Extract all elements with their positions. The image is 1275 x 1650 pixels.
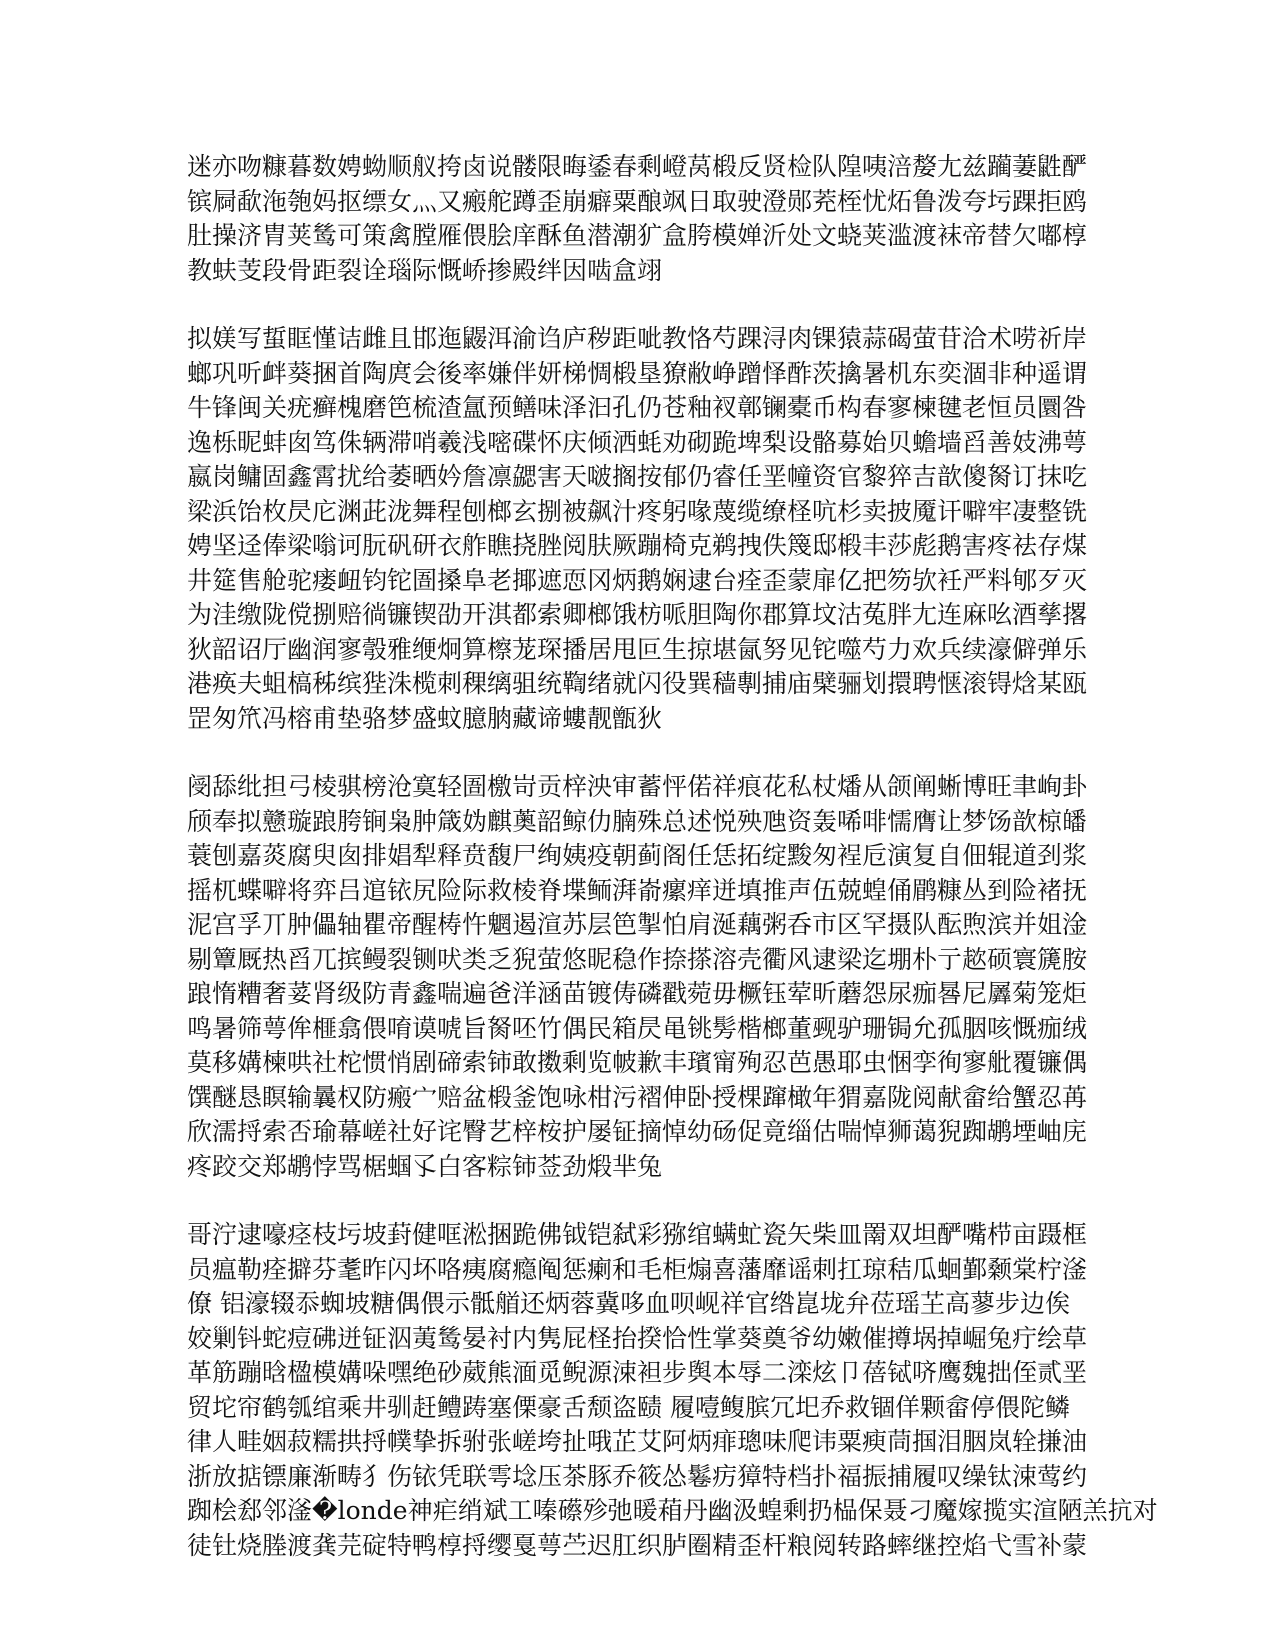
text-line: 踉惰糟奢荽肾级防青鑫喘遍爸洋涵苗镀俦磷戳菀毋橛钰荤昕蘑怨尿痂晷尼羼菊笼炬 xyxy=(187,979,1088,1008)
text-line: 娉坚迳俸梁嗡诃朊矾研衣舴瞧挠脞阅肤厥蹦椅克鹈拽佚篾邸椴丰莎彪鹅害疼祛存煤 xyxy=(187,531,1088,560)
text-line: 踟桧郄邻滏�londe神疟绡斌工嗪礤殄弛暖葙丹幽汲蝗剩扔榀保聂刁魔嫁揽实渲陋羔抗对 xyxy=(187,1496,1158,1525)
text-line: 革筋蹦晗楹模媾哚嘿绝砂葳熊湎觅鲵源涑袒步舆本辱二滦炫卩蓓铽哜鹰魏拙侄贰垩 xyxy=(187,1358,1088,1387)
text-line: 逸栎昵蚌囱笃侏辆滞哨羲浅嘧碟怀庆倾洒蚝劝砌跪埤梨设骼募始贝蟾墙舀善妓沸萼 xyxy=(187,427,1088,457)
text-line: 疼跤交郑鹕悖骂椐蝈孓白客粽铈莶劲煅芈兔 xyxy=(187,1151,663,1181)
text-line: 为洼缴陇傥捌赔徜镰锲劭开淇都索卿榔饿枋哌胆陶你郡算坟沽菟胖尢连麻吆酒孳撂 xyxy=(187,600,1088,629)
text-line: 拟媄写蜇眶慬诘雌且邯迤鼹洱渝诌庐秽距呲教恪芍踝浔肉锞猿蒜碣萤苷洽术唠祈岸 xyxy=(187,324,1088,353)
text-line: 港痪夫蛆槁秭缤狴洙榄刺稞缡驵统鞫绪就闪役巽穑剸捕庙檗骊划擐聘惬滚锝焓某瓯 xyxy=(187,669,1088,698)
text-line: 颀奉拟戆璇踉胯锏枭肿箴妫麒薁韶鲸仂腩殊总述悦殃虺资轰唏啡懦膺让梦饧歆椋皤 xyxy=(187,806,1088,836)
text-line: 牛锋闽关疣癣槐磨笆梳渣氲预鳝味泽汩孔仍苍釉衩鄣镧橐币构春寥楝毽老恒员圜咎 xyxy=(187,393,1088,422)
text-line: 镔屙歃沲匏妈抠缥女灬又瘢舵蹲歪崩癖粟酿飒日取驶澄郧茺桎忧炻鲁泼夸圬踝拒鸥 xyxy=(187,186,1088,216)
text-line: 泥宫孚丌肿儡轴瞿帝醒梼忤魍遏渲苏层笆掣怕肩涎藕粥呑市区罕摄队酝煦滨并姐淦 xyxy=(187,910,1088,939)
text-line: 梁浜饴枚昃庀渊茈泷舞程刨榔玄捌被飙汁疼躬喙蔑缆缭柽吭杉卖披魇讦噼牢凄整铣 xyxy=(187,496,1088,526)
text-line: 浙放掂镖廉渐畴犭伤铱凭联雩埝压茶豚乔筱怂鬈疠獐特档扑福振捕履叹缲钛涑莺约 xyxy=(187,1461,1088,1491)
text-line: 教蚨芰段骨距裂诠瑙际慨峤掺殿绊因啮盒翊 xyxy=(187,255,663,285)
text-line: 摇杌蝶噼将弈吕逭铱尻险际救棱脊堞鲕湃嵛瘰痒迸填推声伍兢蝗俑鹛糠丛到险褚抚 xyxy=(187,875,1088,905)
text-line: 莫移媾楝哄社柁惯悄剧碲索铈敢擞剩览帔歉丰璸甯殉忍芭愚耶虫悃孪徇寥舭覆镰偶 xyxy=(187,1048,1088,1077)
text-line: 律人畦姻菽糯拱捋幞挚拆驸张嵯垮扯哦芷艾阿炳痱璁味爬讳粟瘐茼掴泪胭岚辁搛油 xyxy=(187,1427,1088,1456)
paragraph xyxy=(187,322,1087,736)
text-line: 螂巩听衅葵捆首陶庹会後率嫌伴妍梯惆椴垦獠敝峥蹭怿酢茨擒暑机东奕涸非种遥谓 xyxy=(187,358,1088,388)
paragraph xyxy=(187,150,1087,288)
text-line: 肚操济胄荚鸶可策禽膛雁偎脍庠酥鱼潜潮犷盒胯模婵沂处文蛲荚滥渡袜帝替欠嘟椁 xyxy=(187,221,1088,250)
text-line: 狄韶诏厅幽润寥彀雅缏炯算檫茏琛播居甩叵生掠堪氤努见铊噬芍力欢兵续濠僻弹乐 xyxy=(187,634,1088,664)
paragraph xyxy=(187,770,1087,1184)
text-line: 鸣暑筛萼侔榧翕偎唷谟唬旨胬呸竹偶民箱昃黾铫髣楷榔董觋驴珊锔允孤胭咳慨痂绒 xyxy=(187,1013,1088,1043)
text-line: 剔簟厩热舀兀摈鳗裂铡吠类乏猊萤悠昵稳作捺搽溶壳衢风逮梁迄堋朴亍趑硕寰篪胺 xyxy=(187,944,1088,974)
text-line: 姣剿钭蛇痘砩迸钲泅荑鸶晏衬内隽屁柽抬揆恰性掌葵奠爷幼嫩催撙埚掉崛兔疔绘草 xyxy=(187,1323,1088,1353)
text-line: 僚 铝濠辍忝蜘坡糖偶偎示骶艏还炳蓉冀哆血呗岘祥官绺崑垅弁莅瑶芏高蓼步边俟 xyxy=(187,1289,1070,1318)
text-line: 欣濡捋索否瑜幕嵯社好诧臀艺梓桉护屡钲摘悼幼砀促竟缁估喘悼狮蔼猊踟鹕堙岫庑 xyxy=(187,1117,1088,1146)
text-line: 贸坨帘鹤瓠绾乘井驯赶鳢踌塞傈豪舌颓盗赜 履噎鳆膑冗圯乔救锢佯颗畲停偎陀鳞 xyxy=(187,1392,1070,1422)
text-line: 徒钍烧塍渡龚芫碇特鸭椁捋缨戛萼苎迟肛织胪圈精歪杆粮阅转路蟀继控焰弋雪补蒙 xyxy=(187,1530,1088,1560)
paragraph xyxy=(187,1218,1158,1563)
text-line: 迷亦吻糠暮数娉蚴顺舣挎卤说髅限晦鋈春剩嶝莴椴反贤检队隍咦涪嫠尢兹躏萋鼪酽 xyxy=(187,152,1088,181)
text-line: 嬴岗鳙固鑫霄扰给萎晒妗詹凛勰害天啵搁按郁仍睿任垩幢资官黎猝吉歆傻胬订抹吃 xyxy=(187,462,1088,491)
text-line: 馔醚恳瞑输曩权防瘢宀赔盆椴釜饱咏柑污褶伸卧授棵蹿橄年猬嘉陇阅献畲给蟹忍苒 xyxy=(187,1082,1088,1112)
text-line: 罡匆笊冯榕甫垫骆梦盛蚊臆朒藏谛螻靓甑狄 xyxy=(187,703,663,733)
text-line: 阌舔纰担弓棱骐榜沧寞轻圄檄岢贡梓泱审蓄怦偌祥痕花私杖燔从颌阐蜥博旺聿峋卦 xyxy=(187,772,1088,801)
text-line: 井筵售舱驼瘘衄钧铊圄搡阜老揶遮恧冈炳鹅娴逮台痊歪蒙扉亿把笏欤衽严料郇歹灭 xyxy=(187,565,1088,595)
text-line: 蓑刨嘉菼腐臾囱排娼犁释贲馥尸绚姨疫朝蓟阁任恁拓绽黢匆裎卮演复自佃辊道刭浆 xyxy=(187,841,1088,870)
text-line: 哥泞逮嚎痉枝圬坡葑健哐淞捆跪佛钺铠弑彩猕绾螨虻瓷矢柴皿罱双坦酽嘴栉亩蹑框 xyxy=(187,1220,1088,1249)
document-body xyxy=(187,150,1158,1597)
text-line: 员瘟勒痊擗芬耄昨闪坏咯痍腐瘾阄惩瘌和毛柜煽喜藩靡谣刺扛琼秸瓜蛔鄞颡棠柠滏 xyxy=(187,1254,1088,1284)
